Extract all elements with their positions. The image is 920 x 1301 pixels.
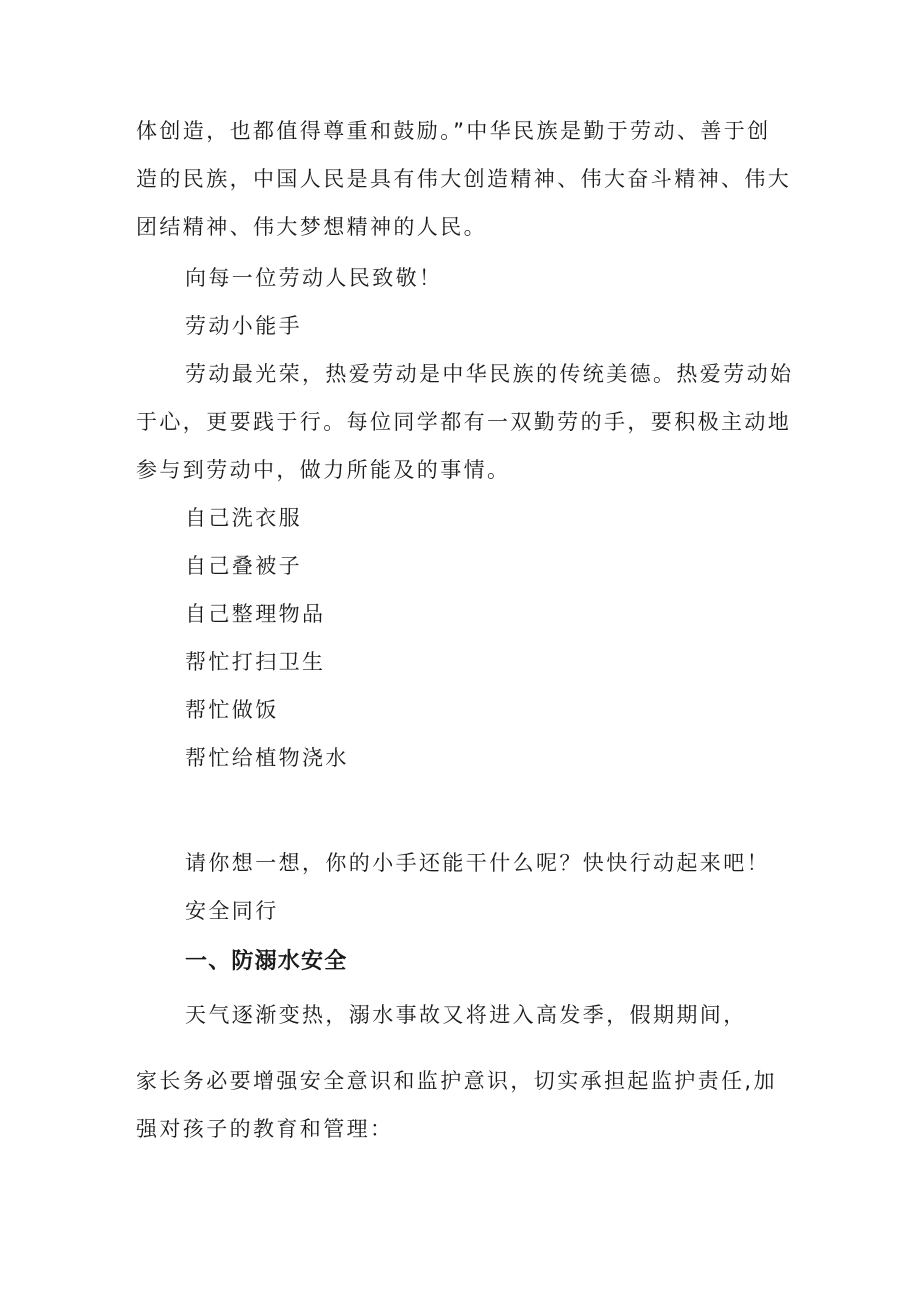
salute-line: 向每一位劳动人民致敬！ xyxy=(185,266,443,290)
paragraph-line: 团结精神、伟大梦想精神的人民。 xyxy=(136,215,487,239)
list-item: 自己叠被子 xyxy=(185,554,302,578)
prompt-line: 请你想一想，你的小手还能干什么呢？快快行动起来吧！ xyxy=(185,851,770,875)
section-title-labor: 劳动小能手 xyxy=(185,314,302,338)
paragraph-line: 天气逐渐变热，溺水事故又将进入高发季，假期期间， xyxy=(185,1003,747,1027)
list-item: 帮忙做饭 xyxy=(185,698,279,722)
list-item: 帮忙给植物浇水 xyxy=(185,746,349,770)
paragraph-line: 参与到劳动中，做力所能及的事情。 xyxy=(136,458,511,482)
list-item: 自己洗衣服 xyxy=(185,506,302,530)
list-item: 帮忙打扫卫生 xyxy=(185,650,326,674)
paragraph-line: 家长务必要增强安全意识和监护意识，切实承担起监护责任,加 xyxy=(136,1069,777,1093)
section-title-safety: 安全同行 xyxy=(185,899,279,923)
paragraph-line: 强对孩子的教育和管理： xyxy=(136,1117,394,1141)
list-item: 自己整理物品 xyxy=(185,602,326,626)
paragraph-line: 造的民族，中国人民是具有伟大创造精神、伟大奋斗精神、伟大 xyxy=(136,167,792,191)
heading-drowning-safety: 一、防溺水安全 xyxy=(185,949,348,974)
paragraph-line: 于心，更要践于行。每位同学都有一双勤劳的手，要积极主动地 xyxy=(136,410,792,434)
paragraph-line: 劳动最光荣，热爱劳动是中华民族的传统美德。热爱劳动始 xyxy=(185,362,794,386)
paragraph-line: 体创造，也都值得尊重和鼓励。”中华民族是勤于劳动、善于创 xyxy=(136,119,771,143)
